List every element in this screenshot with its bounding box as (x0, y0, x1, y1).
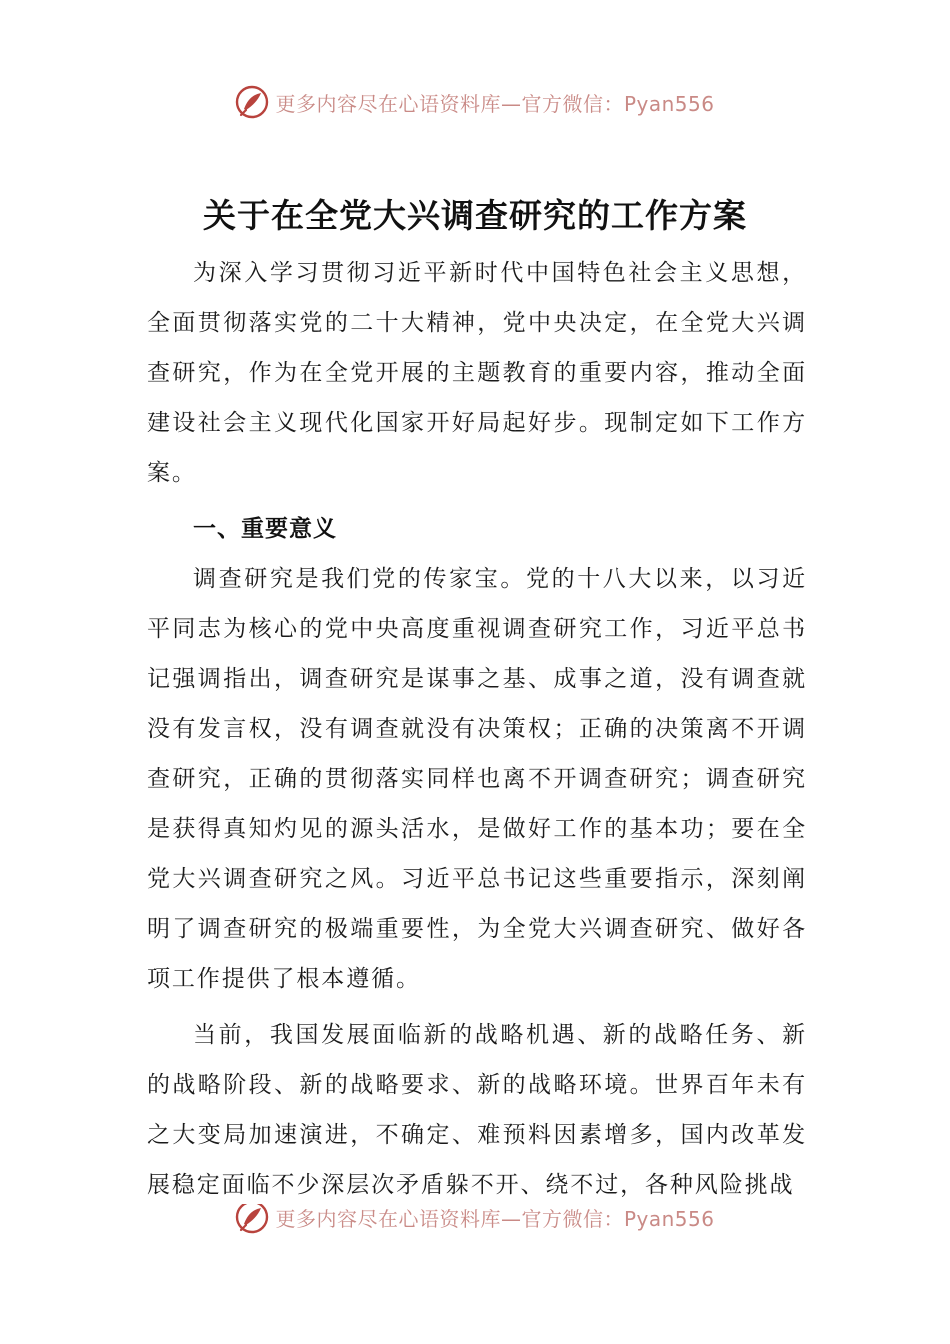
intro-paragraph: 为深入学习贯彻习近平新时代中国特色社会主义思想，全面贯彻落实党的二十大精神，党中央决定，在全党大兴调查研究，作为在全党开展的主题教育的重要内容，推动全面建设社会主义现代化国家开好局起好步。现制定如下工作方案。 (147, 260, 807, 486)
body-paragraph: 当前，我国发展面临新的战略机遇、新的战略任务、新的战略阶段、新的战略要求、新的战略环境。世界百年未有之大变局加速演进，不确定、难预料因素增多，国内改革发展稳定面临不少深层次矛盾躲不开、绕不过，各种风险挑战 (147, 1022, 807, 1198)
footer-watermark (0, 1204, 950, 1238)
document-body (147, 248, 807, 1210)
watermark-text: 更多内容尽在心语资料库—官方微信：Pyan556 (275, 1206, 715, 1231)
watermark-text: 更多内容尽在心语资料库—官方微信：Pyan556 (275, 91, 715, 116)
header-watermark (0, 82, 950, 122)
body-paragraph: 调查研究是我们党的传家宝。党的十八大以来，以习近平同志为核心的党中央高度重视调查研究工作，习近平总书记强调指出，调查研究是谋事之基、成事之道，没有调查就没有发言权，没有调查就没有决策权；正确的决策离不开调查研究，正确的贯彻落实同样也离不开调查研究；调查研究是获得真知灼见的源头活水，是做好工作的基本功；要在全党大兴调查研究之风。习近平总书记这些重要指示，深刻阐明了调查研究的极端重要性，为全党大兴调查研究、做好各项工作提供了根本遵循。 (147, 566, 807, 992)
document-title: 关于在全党大兴调查研究的工作方案 (203, 196, 747, 235)
section-heading: 一、重要意义 (193, 516, 337, 542)
pen-nib-logo-icon (235, 85, 269, 119)
pen-nib-logo-icon (235, 1204, 269, 1234)
